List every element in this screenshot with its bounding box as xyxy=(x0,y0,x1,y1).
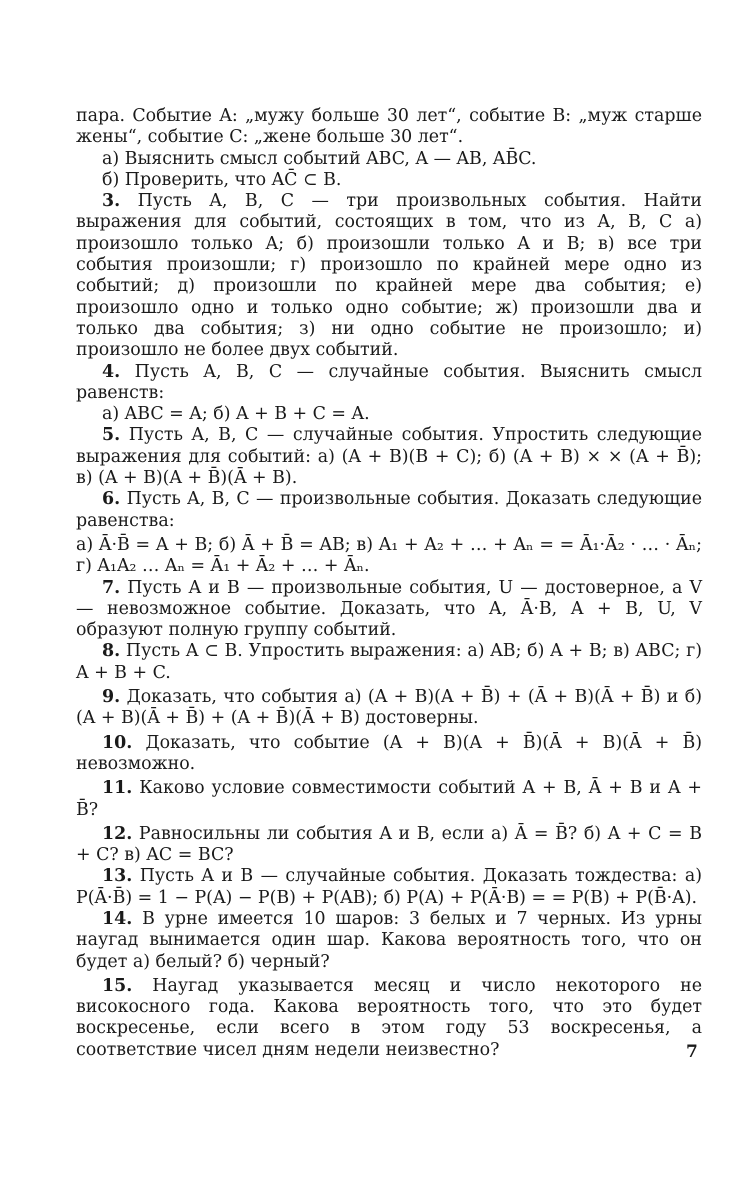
problem-12 xyxy=(76,824,702,867)
page-body xyxy=(76,106,702,1061)
problem-3 xyxy=(76,191,702,361)
paragraph-text: Доказать, что событие (A + B)(A + B̄)(Ā + B)(Ā + B̄) невозможно. xyxy=(76,732,703,774)
paragraph-continuation xyxy=(76,106,702,149)
problem-9 xyxy=(76,687,702,730)
paragraph-text: Пусть A, B, C — случайные события. Упростить следующие выражения для событий: а) (A + B)(B + C); б) (A + B) × × (A + B̄); в) (A + B)(A + B̄)(Ā + B). xyxy=(76,425,702,489)
paragraph-text: пара. Событие A: „мужу больше 30 лет“, событие B: „муж старше жены“, событие C: „жене больше 30 лет“. xyxy=(76,106,702,148)
paragraph-text: Пусть A, B, C — случайные события. Выяснить смысл равенств: xyxy=(76,361,702,403)
paragraph-text: б) Проверить, что AC̄ ⊂ B. xyxy=(102,169,342,190)
problem-number: 15. xyxy=(102,975,133,996)
paragraph-text: а) ABC = A; б) A + B + C = A. xyxy=(102,404,370,425)
paragraph-text: Каково условие совместимости событий A + B, Ā + B и A + B̄? xyxy=(76,778,703,820)
problem-number: 7. xyxy=(102,577,121,598)
problem-number: 5. xyxy=(102,425,121,446)
paragraph-text: а) Выяснить смысл событий ABC, A — AB, AB̄C. xyxy=(102,148,537,169)
problem-15 xyxy=(76,976,702,1061)
problem-number: 11. xyxy=(102,778,133,799)
problem-4 xyxy=(76,362,702,405)
problem-number: 12. xyxy=(102,823,133,844)
paragraph-text: Наугад указывается месяц и число некоторого не високосного года. Какова вероятность того, что это будет воскресенье, если всего в этом году 53 воскресенья, а соответствие чисел дням недели неизвестно? xyxy=(76,975,702,1060)
problem-8 xyxy=(76,641,702,684)
problem-6 xyxy=(76,489,702,532)
paragraph-text: Пусть A и B — произвольные события, U — достоверное, a V — невозможное событие. Доказать, что A, Ā·B, A + B, U, V образуют полную группу событий. xyxy=(76,577,703,641)
problem-number: 3. xyxy=(102,191,121,212)
problem-number: 4. xyxy=(102,361,121,382)
problem-number: 10. xyxy=(102,732,133,753)
paragraph-2a xyxy=(76,149,702,170)
problem-4-items xyxy=(76,404,702,425)
formula-text: а) Ā·B̄ = A + B; б) Ā + B̄ = AB; в) A₁ + A₂ + … + Aₙ = = Ā₁·Ā₂ · … · Āₙ; г) A₁A₂ … Aₙ = Ā₁ + Ā₂ + … + Āₙ. xyxy=(76,534,702,577)
problem-number: 6. xyxy=(102,489,121,510)
paragraph-text: Пусть A ⊂ B. Упростить выражения: а) AB; б) A + B; в) ABC; г) A + B + C. xyxy=(76,641,703,683)
problem-14 xyxy=(76,909,702,973)
problem-number: 14. xyxy=(102,908,133,929)
paragraph-text: Пусть A, B, C — произвольные события. Доказать следующие равенства: xyxy=(76,489,703,531)
problem-5 xyxy=(76,425,702,489)
problem-number: 9. xyxy=(102,687,121,708)
problem-number: 13. xyxy=(102,866,133,887)
problem-10 xyxy=(76,733,702,776)
paragraph-text: Пусть A, B, C — три произвольных события. Найти выражения для событий, состоящих в том, что из A, B, C а) произошло только A; б) произошли только A и B; в) все три события произошли; г) произошло по крайней мере одно из событий; д) произошли по крайней мере два события; е) произошло одно и только одно событие; ж) произошли два и только два события; з) ни одно событие не произошло; и) произошло не более двух событий. xyxy=(76,191,702,361)
problem-11 xyxy=(76,778,702,821)
problem-number: 8. xyxy=(102,641,121,662)
problem-7 xyxy=(76,578,702,642)
paragraph-text: Равносильны ли события A и B, если а) Ā = B̄? б) A + C = B + C? в) AC = BC? xyxy=(76,823,703,866)
problem-13 xyxy=(76,866,702,909)
page-number: 7 xyxy=(686,1042,698,1062)
paragraph-2b xyxy=(76,170,702,191)
paragraph-text: Доказать, что события а) (A + B)(A + B̄) + (Ā + B)(Ā + B̄) и б) (A + B)(Ā + B̄) + (A + B̄)(Ā + B) достоверны. xyxy=(76,687,703,729)
problem-6-formulas xyxy=(76,535,702,578)
paragraph-text: Пусть A и B — случайные события. Доказать тождества: а) P(Ā·B̄) = 1 − P(A) − P(B) + P(AB); б) P(A) + P(Ā·B) = = P(B) + P(B̄·A). xyxy=(76,866,702,908)
paragraph-text: В урне имеется 10 шаров: 3 белых и 7 черных. Из урны наугад вынимается один шар. Какова вероятность того, что он будет а) белый? б) черный? xyxy=(76,908,702,972)
